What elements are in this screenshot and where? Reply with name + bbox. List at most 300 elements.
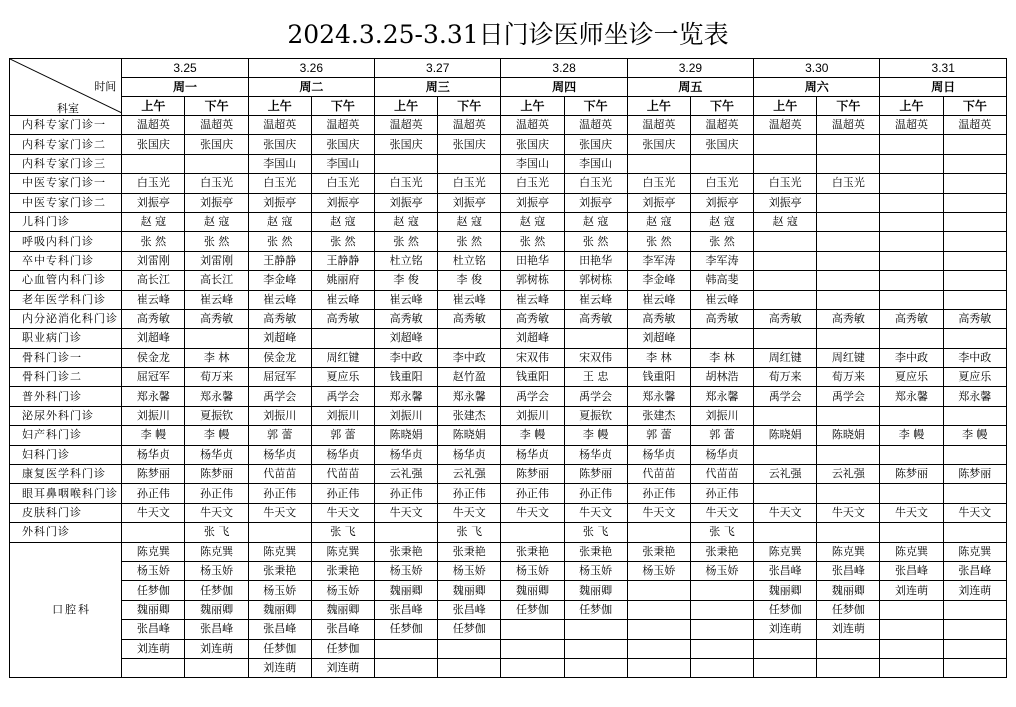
doctor-cell: 陈晓娟 (817, 426, 880, 445)
doctor-cell: 李中政 (880, 348, 943, 367)
morning-header: 上午 (248, 97, 311, 116)
doctor-cell: 禹学会 (248, 387, 311, 406)
doctor-cell: 杨玉娇 (375, 561, 438, 580)
doctor-cell (375, 639, 438, 658)
doctor-cell: 杨玉娇 (690, 561, 753, 580)
doctor-cell (943, 174, 1006, 193)
doctor-cell: 代苗苗 (311, 465, 374, 484)
table-row (10, 600, 1007, 619)
doctor-cell: 张国庆 (122, 135, 185, 154)
doctor-cell: 牛天文 (627, 503, 690, 522)
doctor-cell (185, 154, 248, 173)
doctor-cell: 白玉光 (690, 174, 753, 193)
doctor-cell (627, 581, 690, 600)
doctor-cell: 杨华贞 (248, 445, 311, 464)
date-header: 3.30 (754, 59, 880, 78)
doctor-cell (943, 523, 1006, 542)
doctor-cell: 任梦伽 (248, 639, 311, 658)
doctor-cell: 任梦伽 (817, 600, 880, 619)
doctor-cell (122, 658, 185, 677)
doctor-cell: 白玉光 (817, 174, 880, 193)
table-row (10, 465, 1007, 484)
date-header: 3.25 (122, 59, 248, 78)
doctor-cell: 牛天文 (311, 503, 374, 522)
doctor-cell (690, 581, 753, 600)
doctor-cell: 陈克巽 (311, 542, 374, 561)
afternoon-header: 下午 (438, 97, 501, 116)
doctor-cell: 韩高斐 (690, 271, 753, 290)
doctor-cell: 魏丽卿 (501, 581, 564, 600)
doctor-cell (627, 639, 690, 658)
department-name: 康复医学科门诊 (10, 465, 122, 484)
doctor-cell: 刘连萌 (185, 639, 248, 658)
doctor-cell: 张建杰 (627, 406, 690, 425)
doctor-cell (185, 329, 248, 348)
doctor-cell: 杨华贞 (311, 445, 374, 464)
doctor-cell: 刘雷刚 (122, 251, 185, 270)
doctor-cell: 周红键 (817, 348, 880, 367)
table-row (10, 193, 1007, 212)
doctor-cell: 崔云峰 (122, 290, 185, 309)
table-row (10, 406, 1007, 425)
table-row (10, 484, 1007, 503)
dept-label: 科室 (57, 102, 79, 115)
doctor-cell: 白玉光 (438, 174, 501, 193)
doctor-cell: 白玉光 (501, 174, 564, 193)
doctor-cell: 刘超峰 (248, 329, 311, 348)
table-row (10, 309, 1007, 328)
doctor-cell: 白玉光 (564, 174, 627, 193)
doctor-cell: 孙正伟 (627, 484, 690, 503)
doctor-cell (501, 620, 564, 639)
doctor-cell: 刘雷刚 (185, 251, 248, 270)
doctor-cell (817, 639, 880, 658)
doctor-cell (943, 600, 1006, 619)
doctor-cell: 刘振亭 (564, 193, 627, 212)
doctor-cell: 李金峰 (627, 271, 690, 290)
department-name: 骨科门诊一 (10, 348, 122, 367)
doctor-cell: 代苗苗 (627, 465, 690, 484)
weekday-header: 周一 (122, 78, 248, 97)
doctor-cell: 杨华贞 (375, 445, 438, 464)
doctor-cell: 白玉光 (311, 174, 374, 193)
doctor-cell (880, 445, 943, 464)
date-header: 3.26 (248, 59, 374, 78)
doctor-cell: 周红键 (754, 348, 817, 367)
doctor-cell (754, 329, 817, 348)
department-name: 泌尿外科门诊 (10, 406, 122, 425)
doctor-cell (943, 406, 1006, 425)
doctor-cell (754, 154, 817, 173)
doctor-cell (943, 290, 1006, 309)
doctor-cell (880, 154, 943, 173)
doctor-cell: 张 然 (627, 232, 690, 251)
doctor-cell: 高长江 (122, 271, 185, 290)
morning-header: 上午 (375, 97, 438, 116)
doctor-cell: 杜立铭 (375, 251, 438, 270)
doctor-cell: 刘振亭 (248, 193, 311, 212)
doctor-cell: 刘振川 (311, 406, 374, 425)
doctor-cell: 郑永馨 (627, 387, 690, 406)
doctor-cell (880, 212, 943, 231)
doctor-cell: 李 林 (690, 348, 753, 367)
department-name: 儿科门诊 (10, 212, 122, 231)
doctor-cell: 云礼强 (375, 465, 438, 484)
doctor-cell: 魏丽卿 (817, 581, 880, 600)
doctor-cell: 张 飞 (564, 523, 627, 542)
doctor-cell: 赵 寇 (375, 212, 438, 231)
doctor-cell: 夏应乐 (311, 368, 374, 387)
doctor-cell: 刘连萌 (248, 658, 311, 677)
doctor-cell: 李 俊 (375, 271, 438, 290)
doctor-cell: 魏丽卿 (311, 600, 374, 619)
table-row (10, 658, 1007, 677)
doctor-cell: 高秀敏 (754, 309, 817, 328)
doctor-cell: 郭 蕾 (311, 426, 374, 445)
doctor-cell: 崔云峰 (627, 290, 690, 309)
department-name: 妇产科门诊 (10, 426, 122, 445)
doctor-cell (564, 658, 627, 677)
doctor-cell (375, 154, 438, 173)
department-name: 眼耳鼻咽喉科门诊 (10, 484, 122, 503)
doctor-cell: 张 飞 (185, 523, 248, 542)
doctor-cell (501, 639, 564, 658)
doctor-cell: 张国庆 (690, 135, 753, 154)
doctor-cell (943, 329, 1006, 348)
date-header: 3.28 (501, 59, 627, 78)
doctor-cell: 刘振川 (375, 406, 438, 425)
table-row (10, 368, 1007, 387)
doctor-cell: 陈梦丽 (943, 465, 1006, 484)
doctor-cell: 张昌峰 (754, 561, 817, 580)
doctor-cell (564, 620, 627, 639)
doctor-cell: 陈梦丽 (185, 465, 248, 484)
doctor-cell: 李军涛 (627, 251, 690, 270)
department-name: 妇科门诊 (10, 445, 122, 464)
doctor-cell: 李国山 (311, 154, 374, 173)
doctor-cell (880, 232, 943, 251)
doctor-cell (943, 658, 1006, 677)
doctor-cell: 高秀敏 (311, 309, 374, 328)
doctor-cell: 张 飞 (438, 523, 501, 542)
doctor-cell: 魏丽卿 (375, 581, 438, 600)
doctor-cell: 刘振川 (501, 406, 564, 425)
doctor-cell (880, 639, 943, 658)
doctor-cell: 张昌峰 (185, 620, 248, 639)
doctor-cell: 刘振亭 (375, 193, 438, 212)
doctor-cell: 崔云峰 (248, 290, 311, 309)
doctor-cell (754, 271, 817, 290)
doctor-cell: 牛天文 (501, 503, 564, 522)
doctor-cell: 杨玉娇 (501, 561, 564, 580)
doctor-cell: 张秉艳 (564, 542, 627, 561)
doctor-cell: 高秀敏 (943, 309, 1006, 328)
doctor-cell: 崔云峰 (690, 290, 753, 309)
doctor-cell: 孙正伟 (690, 484, 753, 503)
doctor-cell (817, 212, 880, 231)
table-row (10, 620, 1007, 639)
doctor-cell: 代苗苗 (248, 465, 311, 484)
doctor-cell (690, 600, 753, 619)
department-name: 心血管内科门诊 (10, 271, 122, 290)
table-row (10, 445, 1007, 464)
doctor-cell: 荀万来 (185, 368, 248, 387)
doctor-cell: 刘超峰 (627, 329, 690, 348)
doctor-cell: 高秀敏 (627, 309, 690, 328)
table-row (10, 426, 1007, 445)
doctor-cell: 温超英 (438, 116, 501, 135)
doctor-cell: 崔云峰 (501, 290, 564, 309)
doctor-cell: 陈克巽 (880, 542, 943, 561)
doctor-cell (311, 329, 374, 348)
doctor-cell: 田艳华 (501, 251, 564, 270)
doctor-cell: 张秉艳 (627, 542, 690, 561)
doctor-cell: 李 幔 (564, 426, 627, 445)
doctor-cell: 杨玉娇 (438, 561, 501, 580)
doctor-cell: 任梦伽 (122, 581, 185, 600)
doctor-cell: 张昌峰 (122, 620, 185, 639)
department-name: 呼吸内科门诊 (10, 232, 122, 251)
doctor-cell: 赵 寇 (564, 212, 627, 231)
header-corner (10, 59, 122, 116)
date-header: 3.31 (880, 59, 1007, 78)
doctor-cell (564, 639, 627, 658)
doctor-cell: 孙正伟 (564, 484, 627, 503)
doctor-cell: 郭 蕾 (690, 426, 753, 445)
doctor-cell: 胡林浩 (690, 368, 753, 387)
doctor-cell: 温超英 (501, 116, 564, 135)
doctor-cell: 刘振川 (248, 406, 311, 425)
doctor-cell: 温超英 (754, 116, 817, 135)
department-name: 皮肤科门诊 (10, 503, 122, 522)
doctor-cell: 李 林 (627, 348, 690, 367)
doctor-cell: 崔云峰 (564, 290, 627, 309)
doctor-cell: 白玉光 (754, 174, 817, 193)
doctor-cell (880, 600, 943, 619)
doctor-cell (754, 658, 817, 677)
doctor-cell (690, 620, 753, 639)
doctor-cell: 钱重阳 (627, 368, 690, 387)
doctor-cell: 陈克巽 (122, 542, 185, 561)
doctor-cell: 宋双伟 (564, 348, 627, 367)
doctor-cell (943, 639, 1006, 658)
doctor-cell: 刘连萌 (943, 581, 1006, 600)
doctor-cell: 白玉光 (627, 174, 690, 193)
doctor-cell: 赵 寇 (627, 212, 690, 231)
doctor-cell: 刘超峰 (375, 329, 438, 348)
doctor-cell: 张昌峰 (438, 600, 501, 619)
doctor-cell: 姚丽府 (311, 271, 374, 290)
table-row (10, 212, 1007, 231)
doctor-cell: 牛天文 (438, 503, 501, 522)
doctor-cell: 夏振钦 (185, 406, 248, 425)
doctor-cell: 郑永馨 (438, 387, 501, 406)
department-name: 外科门诊 (10, 523, 122, 542)
doctor-cell: 张 然 (438, 232, 501, 251)
doctor-cell: 张 然 (122, 232, 185, 251)
doctor-cell (438, 658, 501, 677)
doctor-cell: 崔云峰 (375, 290, 438, 309)
weekday-header: 周日 (880, 78, 1007, 97)
doctor-cell: 杨华贞 (627, 445, 690, 464)
doctor-cell: 赵 寇 (122, 212, 185, 231)
doctor-cell: 郑永馨 (122, 387, 185, 406)
doctor-cell: 郭 蕾 (627, 426, 690, 445)
doctor-cell: 张国庆 (564, 135, 627, 154)
doctor-cell: 张 然 (690, 232, 753, 251)
table-row (10, 387, 1007, 406)
doctor-cell: 牛天文 (817, 503, 880, 522)
doctor-cell: 郑永馨 (943, 387, 1006, 406)
department-name: 中医专家门诊二 (10, 193, 122, 212)
doctor-cell: 张 然 (564, 232, 627, 251)
doctor-cell: 温超英 (690, 116, 753, 135)
doctor-cell: 温超英 (248, 116, 311, 135)
doctor-cell: 刘超峰 (501, 329, 564, 348)
doctor-cell: 郑永馨 (185, 387, 248, 406)
doctor-cell: 杨玉娇 (185, 561, 248, 580)
doctor-cell: 王 忠 (564, 368, 627, 387)
doctor-cell: 张建杰 (438, 406, 501, 425)
doctor-cell: 高秀敏 (438, 309, 501, 328)
doctor-cell: 赵 寇 (248, 212, 311, 231)
page-title: 2024.3.25-3.31日门诊医师坐诊一览表 (287, 20, 729, 49)
morning-header: 上午 (880, 97, 943, 116)
table-row (10, 348, 1007, 367)
doctor-cell: 高秀敏 (501, 309, 564, 328)
doctor-cell: 高秀敏 (817, 309, 880, 328)
doctor-cell (880, 251, 943, 270)
doctor-cell (817, 484, 880, 503)
doctor-cell: 李国山 (564, 154, 627, 173)
doctor-cell (880, 174, 943, 193)
table-row (10, 503, 1007, 522)
doctor-cell: 牛天文 (248, 503, 311, 522)
doctor-cell: 刘振川 (690, 406, 753, 425)
doctor-cell (248, 523, 311, 542)
doctor-cell (817, 523, 880, 542)
doctor-cell: 任梦伽 (564, 600, 627, 619)
doctor-cell (564, 329, 627, 348)
doctor-cell: 张秉艳 (501, 542, 564, 561)
doctor-cell: 崔云峰 (311, 290, 374, 309)
doctor-cell: 刘连萌 (880, 581, 943, 600)
doctor-cell: 赵 寇 (311, 212, 374, 231)
doctor-cell: 牛天文 (754, 503, 817, 522)
doctor-cell: 郭 蕾 (248, 426, 311, 445)
doctor-cell (754, 639, 817, 658)
doctor-cell: 赵 寇 (438, 212, 501, 231)
doctor-cell: 刘振亭 (690, 193, 753, 212)
morning-header: 上午 (627, 97, 690, 116)
afternoon-header: 下午 (185, 97, 248, 116)
doctor-cell: 牛天文 (880, 503, 943, 522)
doctor-cell: 荀万来 (754, 368, 817, 387)
doctor-cell: 李 幔 (185, 426, 248, 445)
doctor-cell: 禹学会 (501, 387, 564, 406)
doctor-cell: 钱重阳 (375, 368, 438, 387)
doctor-cell (880, 329, 943, 348)
morning-header: 上午 (754, 97, 817, 116)
doctor-cell: 温超英 (185, 116, 248, 135)
doctor-cell (880, 290, 943, 309)
doctor-cell: 陈克巽 (185, 542, 248, 561)
doctor-cell: 刘超峰 (122, 329, 185, 348)
doctor-cell: 白玉光 (122, 174, 185, 193)
doctor-cell (943, 154, 1006, 173)
doctor-cell: 郑永馨 (375, 387, 438, 406)
afternoon-header: 下午 (564, 97, 627, 116)
doctor-cell (754, 445, 817, 464)
doctor-cell: 张 然 (501, 232, 564, 251)
doctor-cell: 宋双伟 (501, 348, 564, 367)
time-label: 时间 (94, 80, 117, 93)
table-row (10, 154, 1007, 173)
doctor-cell: 白玉光 (248, 174, 311, 193)
doctor-cell: 任梦伽 (375, 620, 438, 639)
afternoon-header: 下午 (311, 97, 374, 116)
doctor-cell: 孙正伟 (375, 484, 438, 503)
doctor-cell (690, 658, 753, 677)
doctor-cell: 赵竹盈 (438, 368, 501, 387)
table-row (10, 542, 1007, 561)
doctor-cell: 高长江 (185, 271, 248, 290)
doctor-cell: 张 然 (375, 232, 438, 251)
doctor-cell: 刘振亭 (501, 193, 564, 212)
doctor-cell: 侯金龙 (122, 348, 185, 367)
doctor-cell: 陈晓娟 (375, 426, 438, 445)
table-row (10, 135, 1007, 154)
doctor-cell: 高秀敏 (122, 309, 185, 328)
doctor-cell (501, 523, 564, 542)
table-row (10, 271, 1007, 290)
weekday-header: 周四 (501, 78, 627, 97)
doctor-cell: 杨玉娇 (248, 581, 311, 600)
doctor-cell: 云礼强 (817, 465, 880, 484)
doctor-cell: 刘连萌 (122, 639, 185, 658)
doctor-cell (943, 212, 1006, 231)
doctor-cell (754, 232, 817, 251)
doctor-cell (817, 329, 880, 348)
doctor-cell: 张国庆 (248, 135, 311, 154)
doctor-cell: 魏丽卿 (248, 600, 311, 619)
department-name: 普外科门诊 (10, 387, 122, 406)
doctor-cell: 禹学会 (817, 387, 880, 406)
doctor-cell: 魏丽卿 (564, 581, 627, 600)
doctor-cell: 夏振钦 (564, 406, 627, 425)
weekday-header: 周六 (754, 78, 880, 97)
doctor-cell: 李 林 (185, 348, 248, 367)
doctor-cell: 李军涛 (690, 251, 753, 270)
doctor-cell (817, 193, 880, 212)
doctor-cell (943, 484, 1006, 503)
doctor-cell: 云礼强 (438, 465, 501, 484)
doctor-cell (122, 154, 185, 173)
doctor-cell: 张秉艳 (311, 561, 374, 580)
doctor-cell (817, 290, 880, 309)
doctor-cell (880, 406, 943, 425)
doctor-cell: 田艳华 (564, 251, 627, 270)
doctor-cell: 牛天文 (375, 503, 438, 522)
department-name: 内分泌消化科门诊 (10, 309, 122, 328)
doctor-cell: 张昌峰 (311, 620, 374, 639)
doctor-cell: 郑永馨 (690, 387, 753, 406)
table-row (10, 639, 1007, 658)
doctor-cell: 魏丽卿 (185, 600, 248, 619)
doctor-cell: 禹学会 (754, 387, 817, 406)
doctor-cell: 温超英 (943, 116, 1006, 135)
doctor-cell: 牛天文 (690, 503, 753, 522)
